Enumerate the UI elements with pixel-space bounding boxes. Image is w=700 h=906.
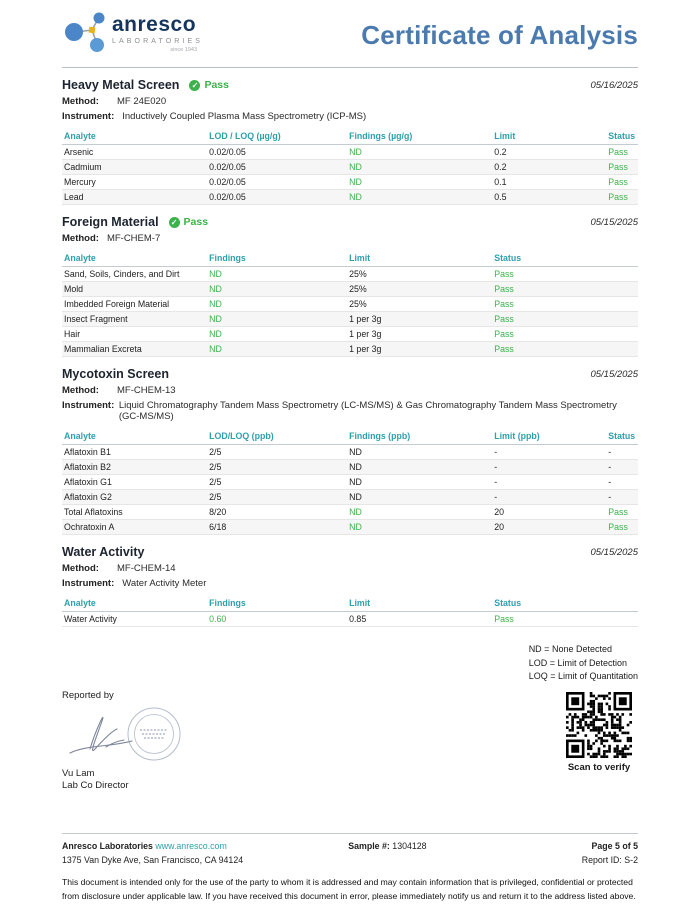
table-row xyxy=(62,490,638,505)
table-cell: ND xyxy=(207,312,347,327)
pass-badge xyxy=(169,216,209,228)
water-activity-table xyxy=(62,596,638,627)
column-header: Limit xyxy=(347,251,492,267)
table-cell: Cadmium xyxy=(62,160,207,175)
table-cell: - xyxy=(492,490,606,505)
table-cell: 25% xyxy=(347,282,492,297)
table-cell: 2/5 xyxy=(207,490,347,505)
website-link[interactable]: www.anresco.com xyxy=(155,841,227,851)
instrument-label: Instrument: xyxy=(62,111,115,122)
table-cell: Aflatoxin G1 xyxy=(62,475,207,490)
table-cell: Arsenic xyxy=(62,145,207,160)
qr-code xyxy=(566,692,632,758)
column-header: Status xyxy=(492,596,638,612)
column-header: Limit xyxy=(347,596,492,612)
section-water-activity xyxy=(62,545,638,627)
method-value: MF-CHEM-13 xyxy=(117,385,176,396)
table-cell: ND xyxy=(347,145,492,160)
abbreviation-legend xyxy=(529,643,638,684)
table-cell: - xyxy=(492,460,606,475)
header xyxy=(62,0,638,61)
qr-block xyxy=(566,692,632,773)
column-header: Status xyxy=(606,429,638,445)
table-cell: - xyxy=(606,445,638,460)
instrument-value: Water Activity Meter xyxy=(122,578,207,589)
section-date: 05/15/2025 xyxy=(590,546,638,558)
company-address: 1375 Van Dyke Ave, San Francisco, CA 94124 xyxy=(62,854,244,865)
table-cell: 0.2 xyxy=(492,160,606,175)
signature-image xyxy=(62,757,202,768)
table-cell: Mammalian Excreta xyxy=(62,342,207,357)
table-cell: 20 xyxy=(492,520,606,535)
table-cell: Water Activity xyxy=(62,612,207,627)
table-row xyxy=(62,175,638,190)
sample-number-label: Sample #: xyxy=(348,841,390,851)
table-cell: Pass xyxy=(606,520,638,535)
table-row xyxy=(62,342,638,357)
anresco-logo xyxy=(62,10,203,61)
table-cell: 0.2 xyxy=(492,145,606,160)
section-foreign-material xyxy=(62,215,638,357)
pass-badge-label: Pass xyxy=(204,79,229,91)
method-value: MF-CHEM-14 xyxy=(117,563,176,574)
method-value: MF 24E020 xyxy=(117,96,167,107)
table-header-row xyxy=(62,429,638,445)
signer-name: Vu Lam xyxy=(62,767,95,779)
check-icon: ✓ xyxy=(189,80,200,91)
report-id: Report ID: S-2 xyxy=(581,854,638,865)
instrument-value: Inductively Coupled Plasma Mass Spectrometry (ICP-MS) xyxy=(122,111,367,122)
section-date: 05/15/2025 xyxy=(590,216,638,228)
table-row xyxy=(62,312,638,327)
logo-text xyxy=(112,10,203,54)
signer-role: Lab Co Director xyxy=(62,779,129,791)
table-cell: ND xyxy=(347,160,492,175)
legend-line-loq: LOQ = Limit of Quantitation xyxy=(528,671,638,681)
table-cell: 25% xyxy=(347,267,492,282)
table-cell: ND xyxy=(347,520,492,535)
method-value: MF-CHEM-7 xyxy=(106,233,161,244)
table-row xyxy=(62,505,638,520)
column-header: Analyte xyxy=(62,596,207,612)
foreign-material-table xyxy=(62,251,638,357)
table-header-row xyxy=(62,129,638,145)
table-cell: 0.5 xyxy=(492,190,606,205)
table-cell: Pass xyxy=(606,145,638,160)
table-cell: 0.60 xyxy=(207,612,347,627)
table-cell: Ochratoxin A xyxy=(62,520,207,535)
page-title: Certificate of Analysis xyxy=(361,20,638,50)
table-cell: 20 xyxy=(492,505,606,520)
logo-subtitle: LABORATORIES xyxy=(112,38,204,45)
table-row xyxy=(62,282,638,297)
pass-badge xyxy=(189,79,229,91)
table-cell: Pass xyxy=(492,267,638,282)
reported-by-label: Reported by xyxy=(62,689,114,701)
section-heavy-metal-screen xyxy=(62,78,638,205)
table-cell: ND xyxy=(347,445,492,460)
pass-badge-label: Pass xyxy=(183,216,209,228)
check-icon: ✓ xyxy=(169,217,180,228)
column-header: Limit xyxy=(492,129,606,145)
method-label: Method: xyxy=(62,563,99,574)
table-row xyxy=(62,612,638,627)
table-cell: - xyxy=(606,490,638,505)
instrument-label: Instrument: xyxy=(62,578,115,589)
column-header: Findings (ppb) xyxy=(347,429,492,445)
table-cell: Pass xyxy=(492,612,638,627)
column-header: Findings xyxy=(207,596,347,612)
table-cell: Pass xyxy=(492,327,638,342)
column-header: Analyte xyxy=(62,251,207,267)
table-header-row xyxy=(62,251,638,267)
table-cell: 2/5 xyxy=(207,445,347,460)
qr-caption: Scan to verify xyxy=(567,761,631,773)
section-title: Mycotoxin Screen xyxy=(62,367,169,381)
column-header: Findings (µg/g) xyxy=(347,129,492,145)
column-header: Analyte xyxy=(62,429,207,445)
section-title: Water Activity xyxy=(62,545,145,559)
table-cell: 2/5 xyxy=(207,475,347,490)
table-cell: Lead xyxy=(62,190,207,205)
table-cell: 0.85 xyxy=(347,612,492,627)
table-cell: 0.02/0.05 xyxy=(207,160,347,175)
table-cell: ND xyxy=(347,505,492,520)
table-cell: ND xyxy=(207,282,347,297)
table-cell: 1 per 3g xyxy=(347,312,492,327)
mycotoxin-table xyxy=(62,429,638,535)
table-cell: 0.02/0.05 xyxy=(207,190,347,205)
table-cell: - xyxy=(492,475,606,490)
table-cell: ND xyxy=(207,297,347,312)
sample-number-value: 1304128 xyxy=(392,841,427,851)
section-title: Foreign Material xyxy=(62,215,159,229)
table-cell: 2/5 xyxy=(207,460,347,475)
table-cell: ND xyxy=(347,460,492,475)
table-cell: Pass xyxy=(606,160,638,175)
legend-line-nd: ND = None Detected xyxy=(528,644,612,654)
table-cell: Pass xyxy=(606,505,638,520)
table-cell: 1 per 3g xyxy=(347,327,492,342)
method-label: Method: xyxy=(62,233,99,244)
table-cell: Aflatoxin B2 xyxy=(62,460,207,475)
section-title: Heavy Metal Screen xyxy=(62,78,180,92)
table-cell: Mercury xyxy=(62,175,207,190)
heavy-metal-table xyxy=(62,129,638,205)
column-header: Status xyxy=(492,251,638,267)
section-date: 05/16/2025 xyxy=(590,79,638,91)
table-cell: Mold xyxy=(62,282,207,297)
table-row xyxy=(62,327,638,342)
instrument-label: Instrument: xyxy=(62,400,115,411)
column-header: Status xyxy=(606,129,638,145)
instrument-value: Liquid Chromatography Tandem Mass Spectrometry (LC-MS/MS) & Gas Chromatography Tandem Mass Spectrometry (GC-MS/MS) xyxy=(118,400,617,422)
table-row xyxy=(62,520,638,535)
table-row xyxy=(62,475,638,490)
table-cell: ND xyxy=(347,190,492,205)
table-cell: 8/20 xyxy=(207,505,347,520)
table-cell: - xyxy=(492,445,606,460)
column-header: Limit (ppb) xyxy=(492,429,606,445)
table-cell: ND xyxy=(207,267,347,282)
table-cell: Total Aflatoxins xyxy=(62,505,207,520)
table-cell: 1 per 3g xyxy=(347,342,492,357)
method-label: Method: xyxy=(62,385,99,396)
disclaimer-text: This document is intended only for the use of the party to whom it is addressed and may contain information that is privileged, confidential or protected from disclosure under applicable law. If you have received this document in error, please immediately notify us and return it to the address listed above. xyxy=(62,877,636,901)
column-header: LOD / LOQ (µg/g) xyxy=(207,129,347,145)
company-name: Anresco Laboratories xyxy=(62,841,153,851)
footer-divider xyxy=(62,833,638,834)
table-cell: Aflatoxin G2 xyxy=(62,490,207,505)
table-cell: Hair xyxy=(62,327,207,342)
table-cell: 0.02/0.05 xyxy=(207,175,347,190)
section-mycotoxin-screen xyxy=(62,367,638,535)
column-header: LOD/LOQ (ppb) xyxy=(207,429,347,445)
table-cell: Pass xyxy=(606,175,638,190)
table-cell: 6/18 xyxy=(207,520,347,535)
table-cell: - xyxy=(606,460,638,475)
table-cell: ND xyxy=(207,327,347,342)
column-header: Analyte xyxy=(62,129,207,145)
table-cell: Pass xyxy=(606,190,638,205)
page-number: Page 5 of 5 xyxy=(591,841,638,851)
table-cell: Aflatoxin B1 xyxy=(62,445,207,460)
table-cell: Sand, Soils, Cinders, and Dirt xyxy=(62,267,207,282)
legend-line-lod: LOD = Limit of Detection xyxy=(528,657,627,668)
table-cell: Imbedded Foreign Material xyxy=(62,297,207,312)
table-cell: Pass xyxy=(492,342,638,357)
footer xyxy=(62,833,638,903)
table-cell: ND xyxy=(207,342,347,357)
table-cell: Insect Fragment xyxy=(62,312,207,327)
table-row xyxy=(62,445,638,460)
table-row xyxy=(62,145,638,160)
table-cell: - xyxy=(606,475,638,490)
table-cell: Pass xyxy=(492,282,638,297)
signature-block xyxy=(62,690,202,791)
table-cell: Pass xyxy=(492,312,638,327)
logo-tagline: since 1943 xyxy=(170,47,198,53)
table-cell: 0.02/0.05 xyxy=(207,145,347,160)
table-row xyxy=(62,190,638,205)
method-label: Method: xyxy=(62,96,99,107)
molecule-logo-icon xyxy=(62,10,108,61)
column-header: Findings xyxy=(207,251,347,267)
table-cell: Pass xyxy=(492,297,638,312)
table-row xyxy=(62,160,638,175)
header-divider xyxy=(62,67,638,68)
table-cell: 0.1 xyxy=(492,175,606,190)
table-row xyxy=(62,297,638,312)
table-row xyxy=(62,267,638,282)
table-cell: ND xyxy=(347,490,492,505)
table-cell: ND xyxy=(347,175,492,190)
table-row xyxy=(62,460,638,475)
table-header-row xyxy=(62,596,638,612)
section-date: 05/15/2025 xyxy=(590,368,638,380)
logo-name: anresco xyxy=(112,13,197,36)
table-cell: 25% xyxy=(347,297,492,312)
table-cell: ND xyxy=(347,475,492,490)
